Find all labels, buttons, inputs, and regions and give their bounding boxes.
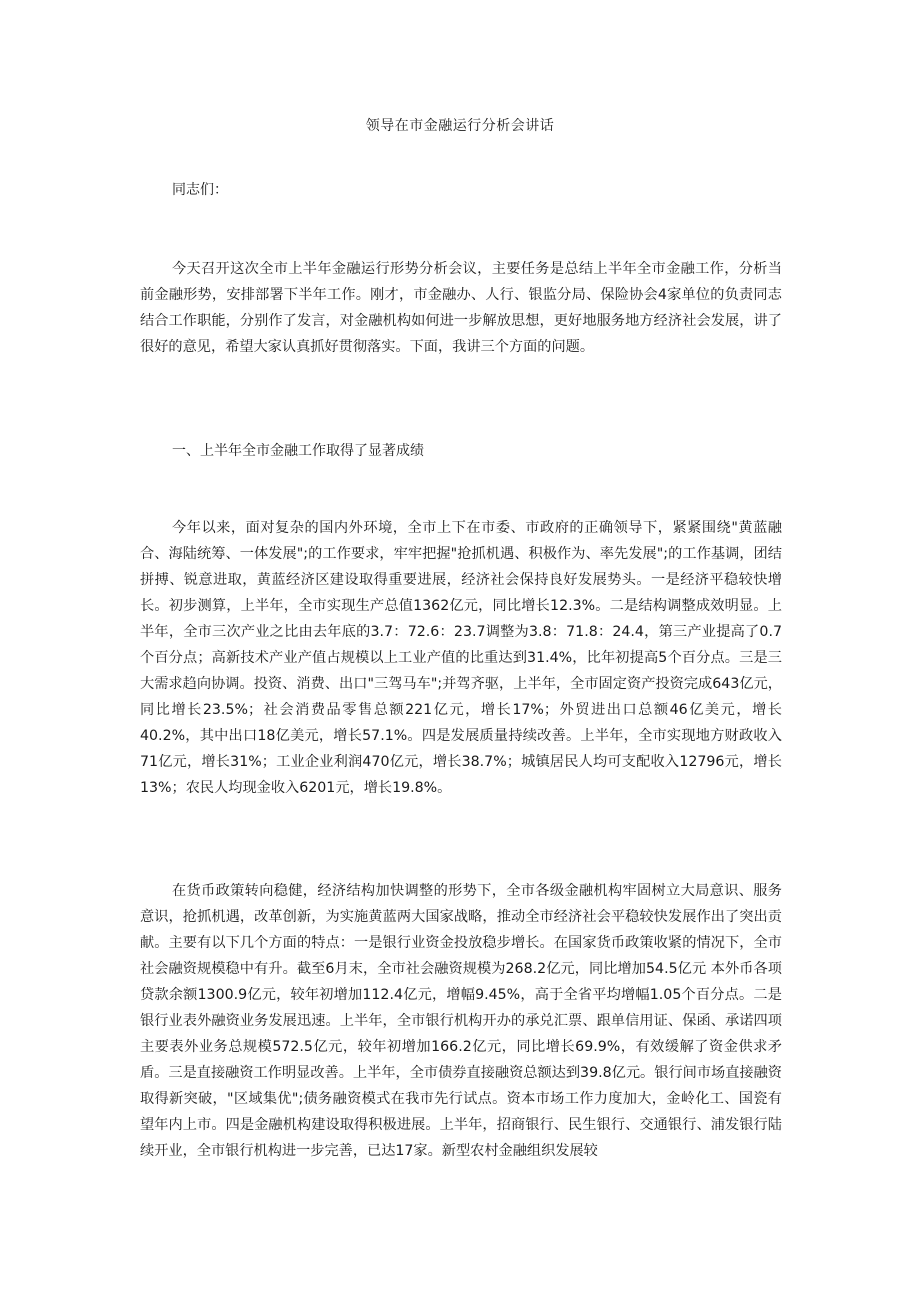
document-title: 领导在市金融运行分析会讲话 [365, 118, 555, 134]
salutation: 同志们： [172, 182, 228, 198]
section-heading: 一、上半年全市金融工作取得了显著成绩 [172, 443, 424, 459]
paragraph-finance: 在货币政策转向稳健，经济结构加快调整的形势下，全市各级金融机构牢固树立大局意识、服务意识，抢抓机遇，改革创新，为实施黄蓝两大国家战略，推动全市经济社会平稳较快发展作出了突出贡献。主要有以下几个方面的特点：一是银行业资金投放稳步增长。在国家货币政策收紧的情况下，全市社会融资规模稳中有升。截至6月末，全市社会融资规模为268.2亿元，同比增加54.5亿元 本外币各项贷款余额1300.9亿元，较年初增加112.4亿元，增幅9.45%，高于全省平均增幅1.05个百分点。二是银行业表外融资业务发展迅速。上半年，全市银行机构开办的承兑汇票、跟单信用证、保函、承诺四项主要表外业务总规模572.5亿元，较年初增加166.2亿元，同比增长69.9%，有效缓解了资金供求矛盾。三是直接融资工作明显改善。上半年，全市债券直接融资总额达到39.8亿元。银行间市场直接融资取得新突破，"区域集优";债务融资模式在我市先行试点。资本市场工作力度加大，金岭化工、国瓷有望年内上市。四是金融机构建设取得积极进展。上半年，招商银行、民生银行、交通银行、浦发银行陆续开业，全市银行机构进一步完善，已达17家。新型农村金融组织发展较 [140, 883, 782, 1159]
paragraph-economy: 今年以来，面对复杂的国内外环境，全市上下在市委、市政府的正确领导下，紧紧围绕"黄蓝融合、海陆统筹、一体发展";的工作要求，牢牢把握"抢抓机遇、积极作为、率先发展";的工作基调，团结拼搏、锐意进取，黄蓝经济区建设取得重要进展，经济社会保持良好发展势头。一是经济平稳较快增长。初步测算，上半年，全市实现生产总值1362亿元，同比增长12.3%。二是结构调整成效明显。上半年，全市三次产业之比由去年底的3.7：72.6：23.7调整为3.8：71.8：24.4，第三产业提高了0.7个百分点；高新技术产业产值占规模以上工业产值的比重达到31.4%，比年初提高5个百分点。三是三大需求趋向协调。投资、消费、出口"三驾马车";并驾齐驱，上半年，全市固定资产投资完成643亿元，同比增长23.5%；社会消费品零售总额221亿元，增长17%；外贸进出口总额46亿美元，增长40.2%，其中出口18亿美元，增长57.1%。四是发展质量持续改善。上半年，全市实现地方财政收入71亿元，增长31%；工业企业利润470亿元，增长38.7%；城镇居民人均可支配收入12796元，增长13%；农民人均现金收入6201元，增长19.8%。 [140, 520, 782, 796]
paragraph-intro: 今天召开这次全市上半年金融运行形势分析会议，主要任务是总结上半年全市金融工作，分析当前金融形势，安排部署下半年工作。刚才，市金融办、人行、银监分局、保险协会4家单位的负责同志结合工作职能，分别作了发言，对金融机构如何进一步解放思想，更好地服务地方经济社会发展，讲了很好的意见，希望大家认真抓好贯彻落实。下面，我讲三个方面的问题。 [140, 261, 782, 355]
